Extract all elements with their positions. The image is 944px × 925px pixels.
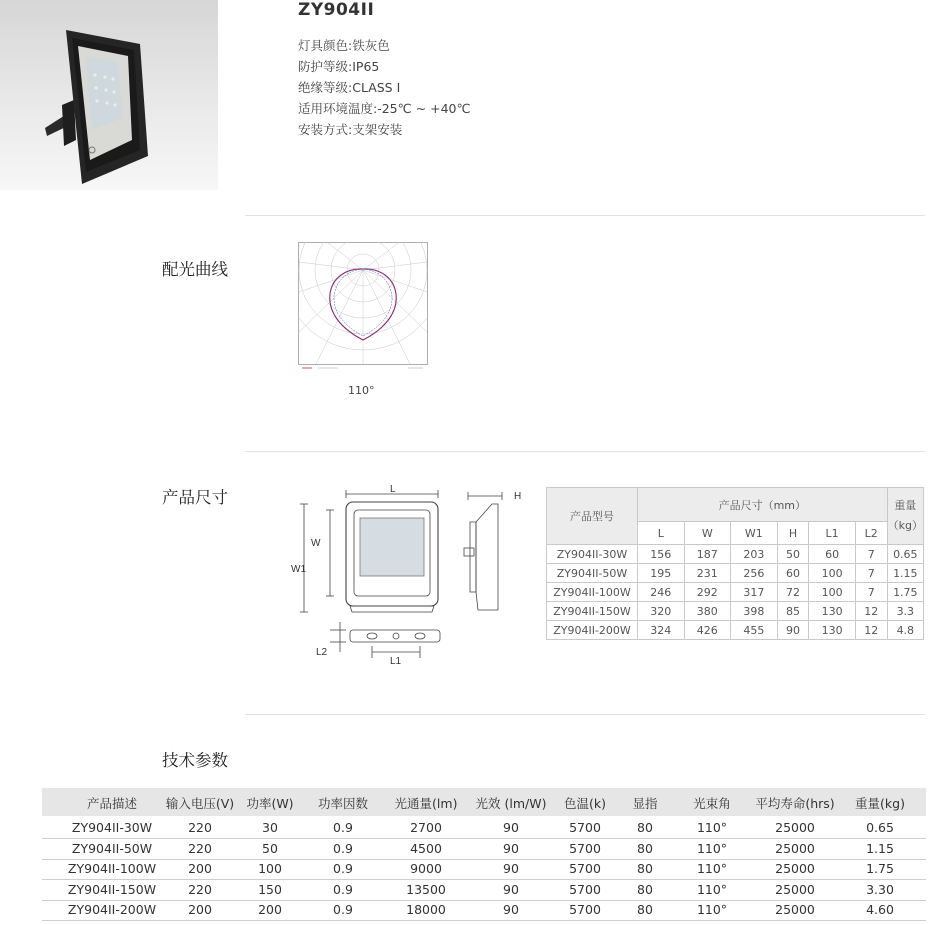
tech-cell: 5700 — [569, 840, 601, 856]
size-model-header: 产品型号 — [547, 488, 638, 545]
dim-label-L1: L1 — [390, 656, 402, 667]
tech-col-header: 平均寿命(hrs) — [755, 796, 835, 811]
dim-label-L2: L2 — [316, 647, 328, 658]
tech-cell: 3.30 — [866, 881, 894, 897]
spec-temperature: 适用环境温度:-25℃ ~ +40℃ — [298, 101, 471, 116]
tech-cell: 110° — [696, 902, 728, 917]
tech-cell: 1.15 — [866, 840, 894, 856]
tech-cell: 4.60 — [866, 902, 894, 917]
product-model-title: ZY904II — [298, 0, 375, 20]
divider — [245, 215, 925, 216]
spec-insulation: 绝缘等级:CLASS Ⅰ — [298, 80, 401, 95]
tech-title: 技术参数 — [162, 751, 228, 770]
tech-cell: 0.9 — [333, 820, 353, 835]
tech-cell: 18000 — [406, 902, 446, 917]
light-curve-title: 配光曲线 — [162, 260, 228, 279]
tech-cell: 80 — [637, 902, 653, 917]
tech-cell: 5700 — [569, 902, 601, 917]
dimensions-title: 产品尺寸 — [162, 488, 228, 507]
tech-col-header: 功率因数 — [317, 796, 369, 811]
size-col-header: W1 — [731, 522, 778, 545]
tech-cell: 5700 — [569, 820, 601, 835]
tech-cell: ZY904II-150W — [67, 881, 157, 897]
beam-angle-label: 110° — [348, 384, 375, 397]
size-row: ZY904II-100W 246 292 317 72 100 7 1.75 — [547, 583, 924, 602]
tech-cell: ZY904II-100W — [67, 861, 157, 876]
tech-cell: 4500 — [410, 840, 442, 856]
tech-cell: 25000 — [775, 902, 815, 917]
tech-cell: 0.9 — [333, 861, 353, 876]
tech-table-row — [42, 839, 926, 860]
tech-cell: 25000 — [775, 840, 815, 856]
tech-cell: 13500 — [406, 881, 446, 897]
tech-cell: ZY904II-50W — [71, 840, 153, 856]
tech-cell: 220 — [188, 820, 212, 835]
size-row: ZY904II-50W 195 231 256 60 100 7 1.15 — [547, 564, 924, 583]
spec-protection: 防护等级:IP65 — [298, 59, 380, 74]
tech-cell: 200 — [258, 902, 282, 917]
tech-table-row — [42, 900, 926, 921]
tech-cell: 90 — [503, 902, 519, 917]
tech-cell: 5700 — [569, 881, 601, 897]
size-col-header: H — [777, 522, 809, 545]
tech-col-header: 光效 (lm/W) — [475, 796, 547, 811]
tech-cell: 90 — [503, 820, 519, 835]
spec-mounting: 安装方式:支架安装 — [298, 122, 403, 137]
tech-cell: 25000 — [775, 861, 815, 876]
tech-cell: 80 — [637, 881, 653, 897]
tech-cell: 25000 — [775, 881, 815, 897]
size-col-header: L1 — [809, 522, 856, 545]
tech-cell: 220 — [188, 840, 212, 856]
tech-cell: 80 — [637, 861, 653, 876]
tech-cell: 200 — [188, 902, 212, 917]
tech-cell: 220 — [188, 881, 212, 897]
size-row: ZY904II-150W 320 380 398 85 130 12 3.3 — [547, 602, 924, 621]
tech-cell: 0.9 — [333, 840, 353, 856]
tech-col-header: 功率(W) — [246, 796, 294, 811]
size-weight-header: 重量 （kg） — [887, 488, 923, 545]
tech-cell: 110° — [696, 840, 728, 856]
tech-cell: 5700 — [569, 861, 601, 876]
tech-cell: 0.65 — [866, 820, 894, 835]
tech-col-header: 色温(k) — [564, 796, 606, 811]
dim-label-W: W — [311, 538, 321, 549]
tech-cell: 80 — [637, 820, 653, 835]
tech-cell: 30 — [262, 820, 278, 835]
tech-cell: 25000 — [775, 820, 815, 835]
tech-cell: ZY904II-30W — [71, 820, 153, 835]
tech-cell: 90 — [503, 881, 519, 897]
size-col-header: L2 — [855, 522, 887, 545]
tech-cell: 100 — [258, 861, 282, 876]
tech-cell: 110° — [696, 861, 728, 876]
tech-cell: 1.75 — [866, 861, 894, 876]
tech-cell: 50 — [262, 840, 278, 856]
tech-table-header — [42, 788, 926, 816]
dimension-drawing — [290, 482, 535, 672]
size-row: ZY904II-30W 156 187 203 50 60 7 0.65 — [547, 545, 924, 564]
polar-curve-diagram — [298, 242, 428, 374]
tech-col-header: 产品描述 — [86, 796, 138, 811]
divider — [245, 714, 925, 715]
divider — [245, 451, 925, 452]
tech-cell: ZY904II-200W — [67, 902, 157, 917]
tech-col-header: 光束角 — [693, 796, 731, 811]
floodlight-image — [0, 0, 218, 190]
dim-label-L: L — [390, 484, 396, 495]
tech-cell: 110° — [696, 820, 728, 835]
product-spec-list — [298, 35, 471, 140]
tech-col-header: 输入电压(V) — [165, 796, 235, 811]
tech-cell: 110° — [696, 881, 728, 897]
dim-label-H: H — [514, 491, 522, 502]
tech-cell: 150 — [258, 881, 282, 897]
tech-col-header: 显指 — [632, 796, 658, 811]
dim-label-W1: W1 — [291, 564, 306, 575]
spec-color: 灯具颜色:铁灰色 — [298, 38, 390, 53]
tech-cell: 90 — [503, 861, 519, 876]
tech-cell: 200 — [188, 861, 212, 876]
size-table — [546, 487, 924, 640]
tech-cell: 2700 — [410, 820, 442, 835]
tech-cell: 80 — [637, 840, 653, 856]
tech-table-row — [42, 859, 926, 880]
product-photo — [0, 0, 218, 190]
tech-cell: 90 — [503, 840, 519, 856]
size-row: ZY904II-200W 324 426 455 90 130 12 4.8 — [547, 621, 924, 640]
size-col-header: L — [638, 522, 685, 545]
tech-cell: 9000 — [410, 861, 442, 876]
tech-cell: 0.9 — [333, 881, 353, 897]
size-dimension-header: 产品尺寸（mm） — [638, 488, 888, 522]
tech-cell: 0.9 — [333, 902, 353, 917]
tech-table-row — [42, 880, 926, 901]
size-col-header: W — [684, 522, 731, 545]
tech-col-header: 光通量(lm) — [394, 796, 458, 811]
tech-col-header: 重量(kg) — [855, 796, 905, 811]
tech-table-row — [42, 818, 926, 839]
